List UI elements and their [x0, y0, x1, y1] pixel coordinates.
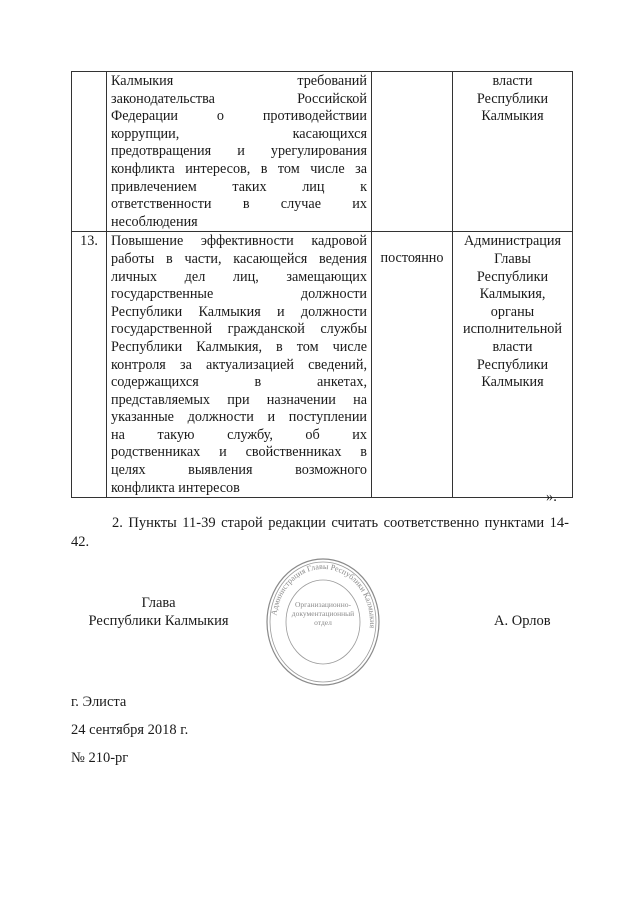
executor-line: Республики	[476, 268, 549, 285]
measure-line: государственные должности	[111, 286, 367, 303]
measure-line: личных дел лиц, замещающих	[111, 268, 367, 285]
amendment-paragraph: 2. Пункты 11-39 старой редакции считать соответственно пунктами 14-42.	[71, 515, 569, 550]
measure-term	[372, 72, 453, 232]
row-number: 13.	[72, 232, 107, 498]
executor-line: Калмыкия	[481, 374, 544, 391]
measure-line: указанные должности и поступлении	[111, 409, 367, 426]
official-seal	[265, 556, 381, 688]
signatory-name: А. Орлов	[494, 613, 551, 629]
measure-text	[107, 232, 372, 498]
row-number	[72, 72, 107, 232]
measure-line: Повышение эффективности кадровой	[111, 233, 367, 250]
document-date: 24 сентября 2018 г.	[71, 722, 189, 738]
measure-line: на такую службу, об их	[111, 426, 367, 443]
measure-line: привлечением таких лиц к	[111, 178, 367, 195]
executor-line: Администрация	[464, 233, 561, 250]
executor-line: Главы	[494, 250, 531, 267]
executor-line: Калмыкия,	[479, 286, 546, 303]
measure-line: несоблюдения	[111, 213, 198, 230]
measure-executor	[453, 232, 573, 498]
executor-line: Республики	[476, 356, 549, 373]
executor-line: власти	[492, 338, 533, 355]
term-value: постоянно	[380, 250, 444, 267]
seal-outer-text: Администрация Главы Республики Калмыкия	[269, 561, 378, 629]
measure-line: коррупции, касающихся	[111, 125, 367, 142]
measure-line: представляемых при назначении на	[111, 391, 367, 408]
table-row	[72, 232, 573, 498]
closing-quote: ».	[546, 489, 557, 505]
signatory-title	[71, 594, 246, 630]
executor-line: исполнительной	[463, 321, 562, 338]
seal-inner-text-box	[291, 600, 355, 644]
measure-line: законодательства Российской	[111, 90, 367, 107]
measure-line: содержащихся в анкетах,	[111, 374, 367, 391]
executor-line: власти	[492, 73, 533, 89]
measure-line: конфликта интересов	[111, 479, 240, 496]
measure-line: Республики Калмыкия и должности	[111, 303, 367, 320]
executor-line: Калмыкия	[481, 108, 544, 125]
measure-line: Федерации о противодействии	[111, 108, 367, 125]
measure-line: конфликта интересов, в том числе за	[111, 160, 367, 177]
measure-line: предотвращения и урегулирования	[111, 143, 367, 160]
measure-line: контроля за актуализацией сведений,	[111, 356, 367, 373]
measures-table	[71, 71, 573, 498]
document-city: г. Элиста	[71, 694, 127, 710]
signatory-title-line: Республики Калмыкия	[88, 613, 229, 629]
measure-term	[372, 232, 453, 498]
document-number: № 210-рг	[71, 750, 129, 766]
measure-line: родственниках и свойственниках в	[111, 444, 367, 461]
measure-line: ответственности в случае их	[111, 196, 367, 213]
measure-text	[107, 72, 372, 232]
signatory-title-line: Глава	[141, 595, 176, 611]
measure-line: государственной гражданской службы	[111, 321, 367, 338]
measure-executor	[453, 72, 573, 232]
measure-line: Калмыкия требований	[111, 73, 367, 89]
measure-line: Республики Калмыкия, в том числе	[111, 338, 367, 355]
measure-line: работы в части, касающейся ведения	[111, 250, 367, 267]
measure-line: целях выявления возможного	[111, 462, 367, 479]
table-row	[72, 72, 573, 232]
executor-line: органы	[490, 303, 535, 320]
executor-line: Республики	[476, 90, 549, 107]
seal-inner-text: Организационно-документационный отдел	[291, 600, 355, 627]
document-footer	[71, 688, 188, 772]
